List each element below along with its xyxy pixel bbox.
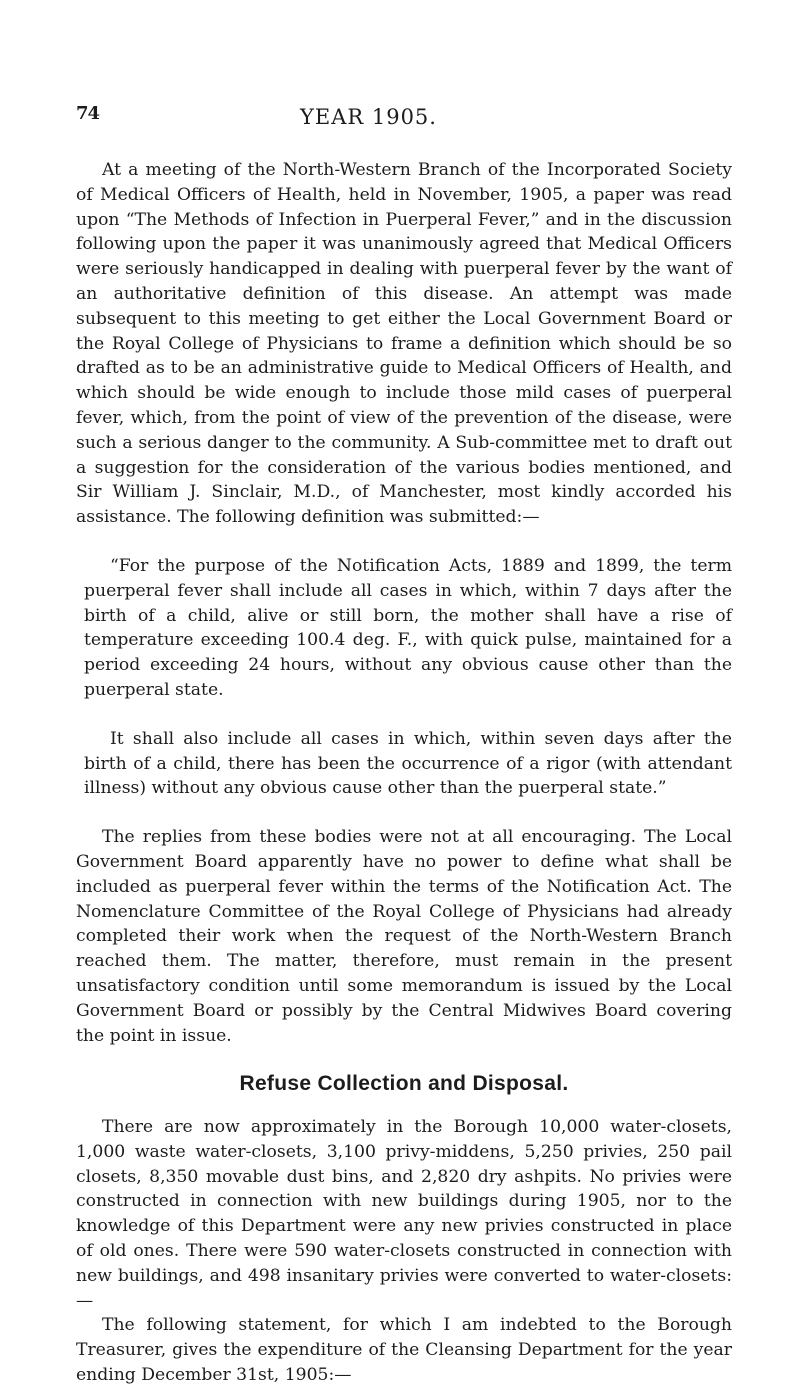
paragraph-expenditure: The following statement, for which I am indebted to the Borough Treasurer, gives the expenditure of the Cleansing Department for the year ending December 31st, 1905:— xyxy=(76,1315,732,1386)
definition-quote-1: “For the purpose of the Notification Acts, 1889 and 1899, the term puerperal fever shall include all cases in which, within 7 days after the birth of a child, alive or still born, the mother shall have a rise of temperature exceeding 100.4 deg. F., with quick pulse, maintained for a period exceeding 24 hours, without any obvious cause other than the puerperal state. xyxy=(84,555,732,700)
definition-quote-2: It shall also include all cases in which, within seven days after the birth of a child, there has been the occurrence of a rigor (with attendant illness) without any obvious cause other than the puerperal state.” xyxy=(84,728,732,799)
body-text xyxy=(76,158,732,1388)
running-head: YEAR 1905. xyxy=(300,105,437,129)
paragraph-meeting: At a meeting of the North-Western Branch of the Incorporated Society of Medical Officers of Health, held in November, 1905, a paper was read upon “The Methods of Infection in Puerperal Fever,” and in the discussion following upon the paper it was unanimously agreed that Medical Officers were seriously handicapped in dealing with puerperal fever by the want of an authoritative definition of this disease. An attempt was made subsequent to this meeting to get either the Local Government Board or the Royal College of Physicians to frame a definition which should be so drafted as to be an administrative guide to Medical Officers of Health, and which should be wide enough to include those mild cases of puerperal fever, which, from the point of view of the prevention of the disease, were such a serious danger to the community. A Sub-committee met to draft out a suggestion for the consideration of the various bodies mentioned, and Sir William J. Sinclair, M.D., of Manchester, most kindly accorded his assistance. The following definition was submitted:— xyxy=(76,160,732,528)
paragraph-refuse-counts: There are now approximately in the Borough 10,000 water-closets, 1,000 waste water-closets, 3,100 privy-middens, 5,250 privies, 250 pail closets, 8,350 movable dust bins, and 2,820 dry ashpits. No privies were constructed in connection with new buildings during 1905, nor to the knowledge of this Department were any new privies constructed in place of old ones. There were 590 water-closets constructed in connection with new buildings, and 498 insanitary privies were converted to water-closets:— xyxy=(76,1117,732,1311)
page-number: 74 xyxy=(76,103,100,124)
paragraph-replies: The replies from these bodies were not at all encouraging. The Local Government Board apparently have no power to define what shall be included as puerperal fever within the terms of the Notification Act. The Nomenclature Committee of the Royal College of Physicians had already completed their work when the request of the North-Western Branch reached them. The matter, therefore, must remain in the present unsatisfactory condition until some memorandum is issued by the Local Government Board or possibly by the Central Midwives Board covering the point in issue. xyxy=(76,827,732,1046)
section-heading: Refuse Collection and Disposal. xyxy=(239,1072,569,1096)
